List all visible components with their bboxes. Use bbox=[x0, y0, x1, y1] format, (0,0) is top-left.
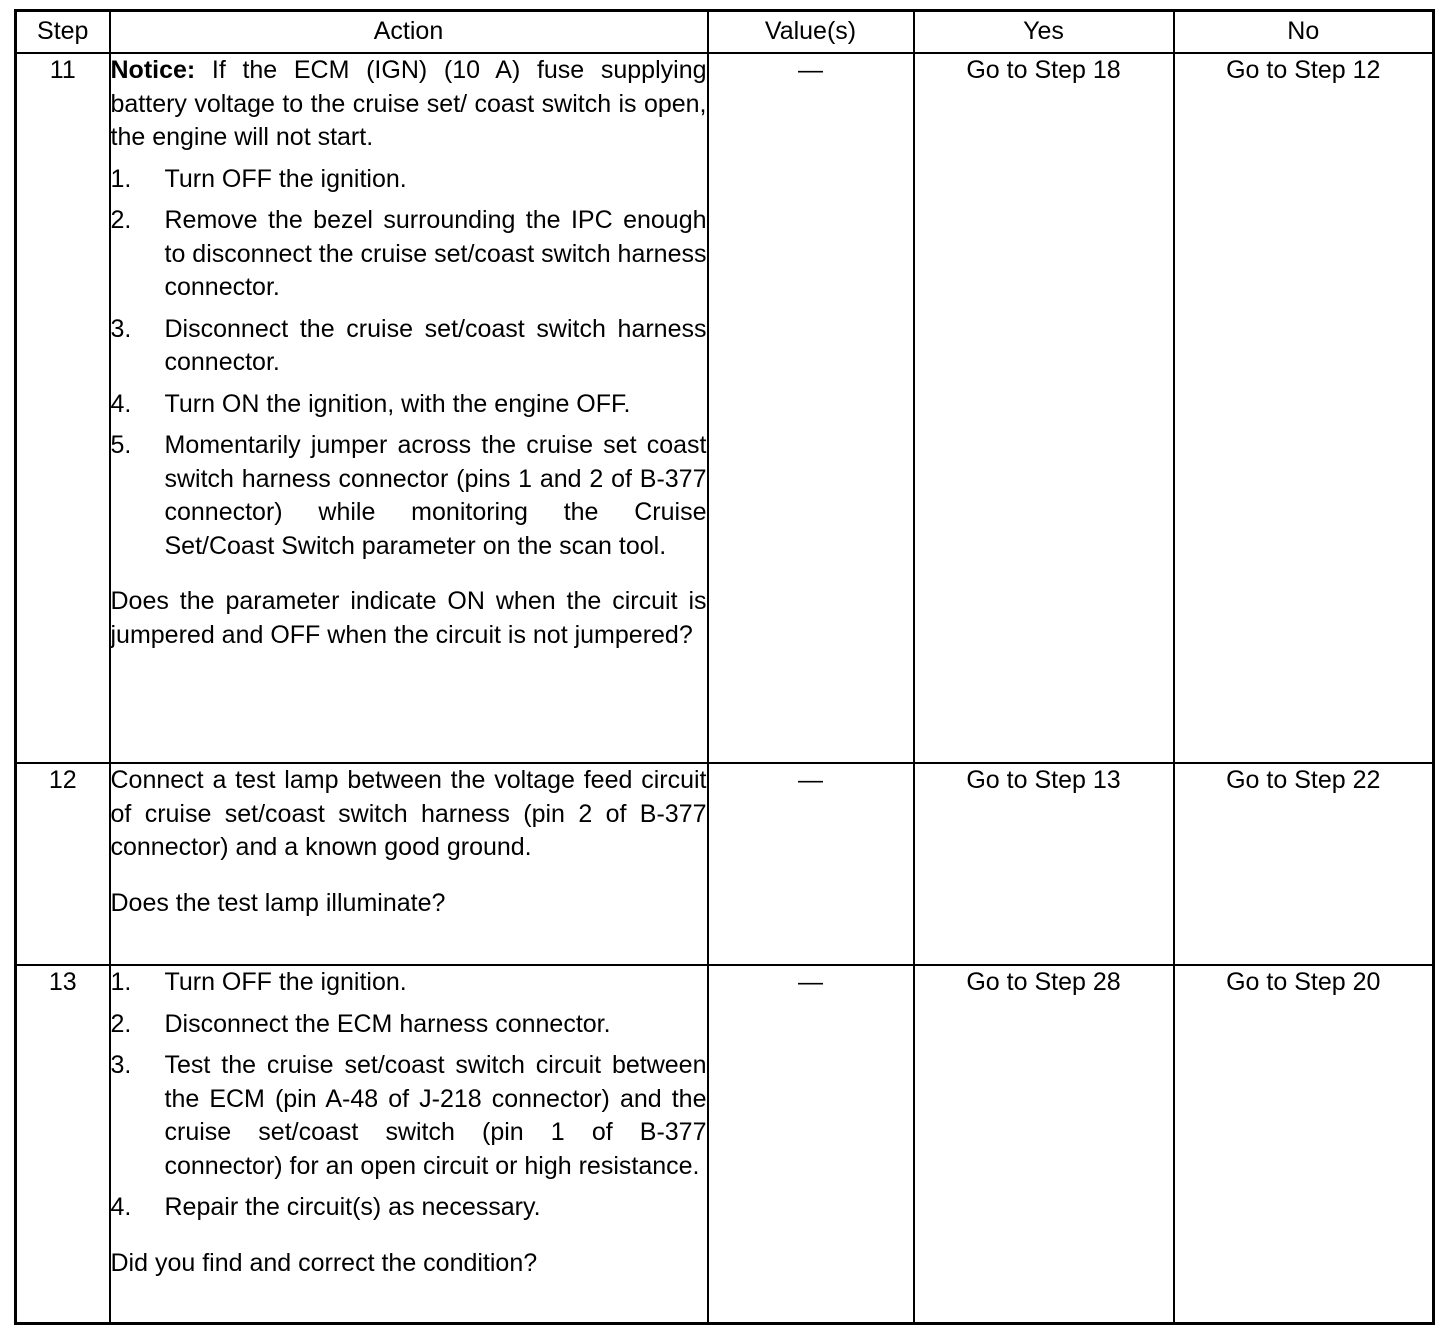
table-row-step-13 bbox=[16, 965, 1434, 1324]
question: Does the test lamp illuminate? bbox=[110, 888, 446, 917]
substep-number: 5. bbox=[110, 431, 132, 459]
notice bbox=[111, 54, 707, 155]
yes-outcome: Go to Step 13 bbox=[914, 763, 1174, 965]
notice-label: Notice: bbox=[110, 56, 196, 84]
substep-text: Turn OFF the ignition. bbox=[164, 164, 407, 193]
action-cell bbox=[110, 965, 708, 1324]
diagnostic-table bbox=[14, 9, 1435, 1325]
question: Does the parameter indicate ON when the circuit is jumpered and OFF when the circuit is not jumpered? bbox=[110, 587, 707, 649]
list-item bbox=[111, 1008, 707, 1042]
table-row-step-12 bbox=[16, 763, 1434, 965]
step-number: 12 bbox=[16, 763, 110, 965]
list-item bbox=[111, 1191, 707, 1225]
yes-outcome: Go to Step 18 bbox=[914, 53, 1174, 763]
no-outcome: Go to Step 20 bbox=[1174, 965, 1434, 1324]
value-cell: — bbox=[708, 53, 914, 763]
substep-number: 4. bbox=[110, 389, 132, 418]
substep-text: Test the cruise set/coast switch circuit between the ECM (pin A-48 of J-218 connector) and the cruise set/coast switch (pin 1 of B-377 connector) for an open circuit or high resistance. bbox=[164, 1051, 707, 1180]
substep-number: 2. bbox=[110, 206, 132, 234]
value-cell: — bbox=[708, 763, 914, 965]
header-no: No bbox=[1174, 11, 1434, 54]
substep-text: Disconnect the cruise set/coast switch harness connector. bbox=[164, 314, 707, 376]
no-outcome: Go to Step 12 bbox=[1174, 53, 1434, 763]
substep-text: Remove the bezel surrounding the IPC enough to disconnect the cruise set/coast switch harness connector. bbox=[164, 206, 707, 301]
substep-number: 3. bbox=[110, 1051, 132, 1079]
list-item bbox=[111, 429, 707, 563]
action-cell bbox=[110, 53, 708, 763]
question: Did you find and correct the condition? bbox=[110, 1248, 538, 1277]
header-step: Step bbox=[16, 11, 110, 54]
no-outcome: Go to Step 22 bbox=[1174, 763, 1434, 965]
substep-text: Disconnect the ECM harness connector. bbox=[164, 1009, 611, 1038]
substep-text: Turn OFF the ignition. bbox=[164, 968, 407, 996]
substep-number: 1. bbox=[110, 968, 132, 996]
list-item bbox=[111, 1049, 707, 1183]
substep-number: 3. bbox=[110, 314, 132, 343]
list-item bbox=[111, 204, 707, 305]
value-cell: — bbox=[708, 965, 914, 1324]
step-number: 11 bbox=[16, 53, 110, 763]
table-row-step-11 bbox=[16, 53, 1434, 763]
notice-text: If the ECM (IGN) (10 A) fuse supplying battery voltage to the cruise set/ coast switch is open, the engine will not start. bbox=[110, 56, 707, 151]
substep-list bbox=[111, 163, 707, 564]
header-values: Value(s) bbox=[708, 11, 914, 54]
substep-list bbox=[111, 966, 707, 1225]
substep-text: Repair the circuit(s) as necessary. bbox=[164, 1193, 541, 1221]
list-item bbox=[111, 163, 707, 197]
substep-text: Momentarily jumper across the cruise set coast switch harness connector (pins 1 and 2 of B-377 connector) while monitoring the Cruise Set/Coast Switch parameter on the scan tool. bbox=[164, 431, 707, 560]
header-row bbox=[16, 11, 1434, 54]
substep-number: 2. bbox=[110, 1009, 132, 1038]
step-number: 13 bbox=[16, 965, 110, 1324]
list-item bbox=[111, 388, 707, 422]
header-action: Action bbox=[110, 11, 708, 54]
header-yes: Yes bbox=[914, 11, 1174, 54]
list-item bbox=[111, 966, 707, 1000]
action-text: Connect a test lamp between the voltage feed circuit of cruise set/coast switch harness (pin 2 of B-377 connector) and a known good ground. bbox=[110, 766, 707, 861]
substep-number: 4. bbox=[110, 1193, 132, 1221]
substep-number: 1. bbox=[110, 164, 132, 193]
substep-text: Turn ON the ignition, with the engine OFF. bbox=[164, 389, 631, 418]
yes-outcome: Go to Step 28 bbox=[914, 965, 1174, 1324]
list-item bbox=[111, 313, 707, 380]
action-cell bbox=[110, 763, 708, 965]
